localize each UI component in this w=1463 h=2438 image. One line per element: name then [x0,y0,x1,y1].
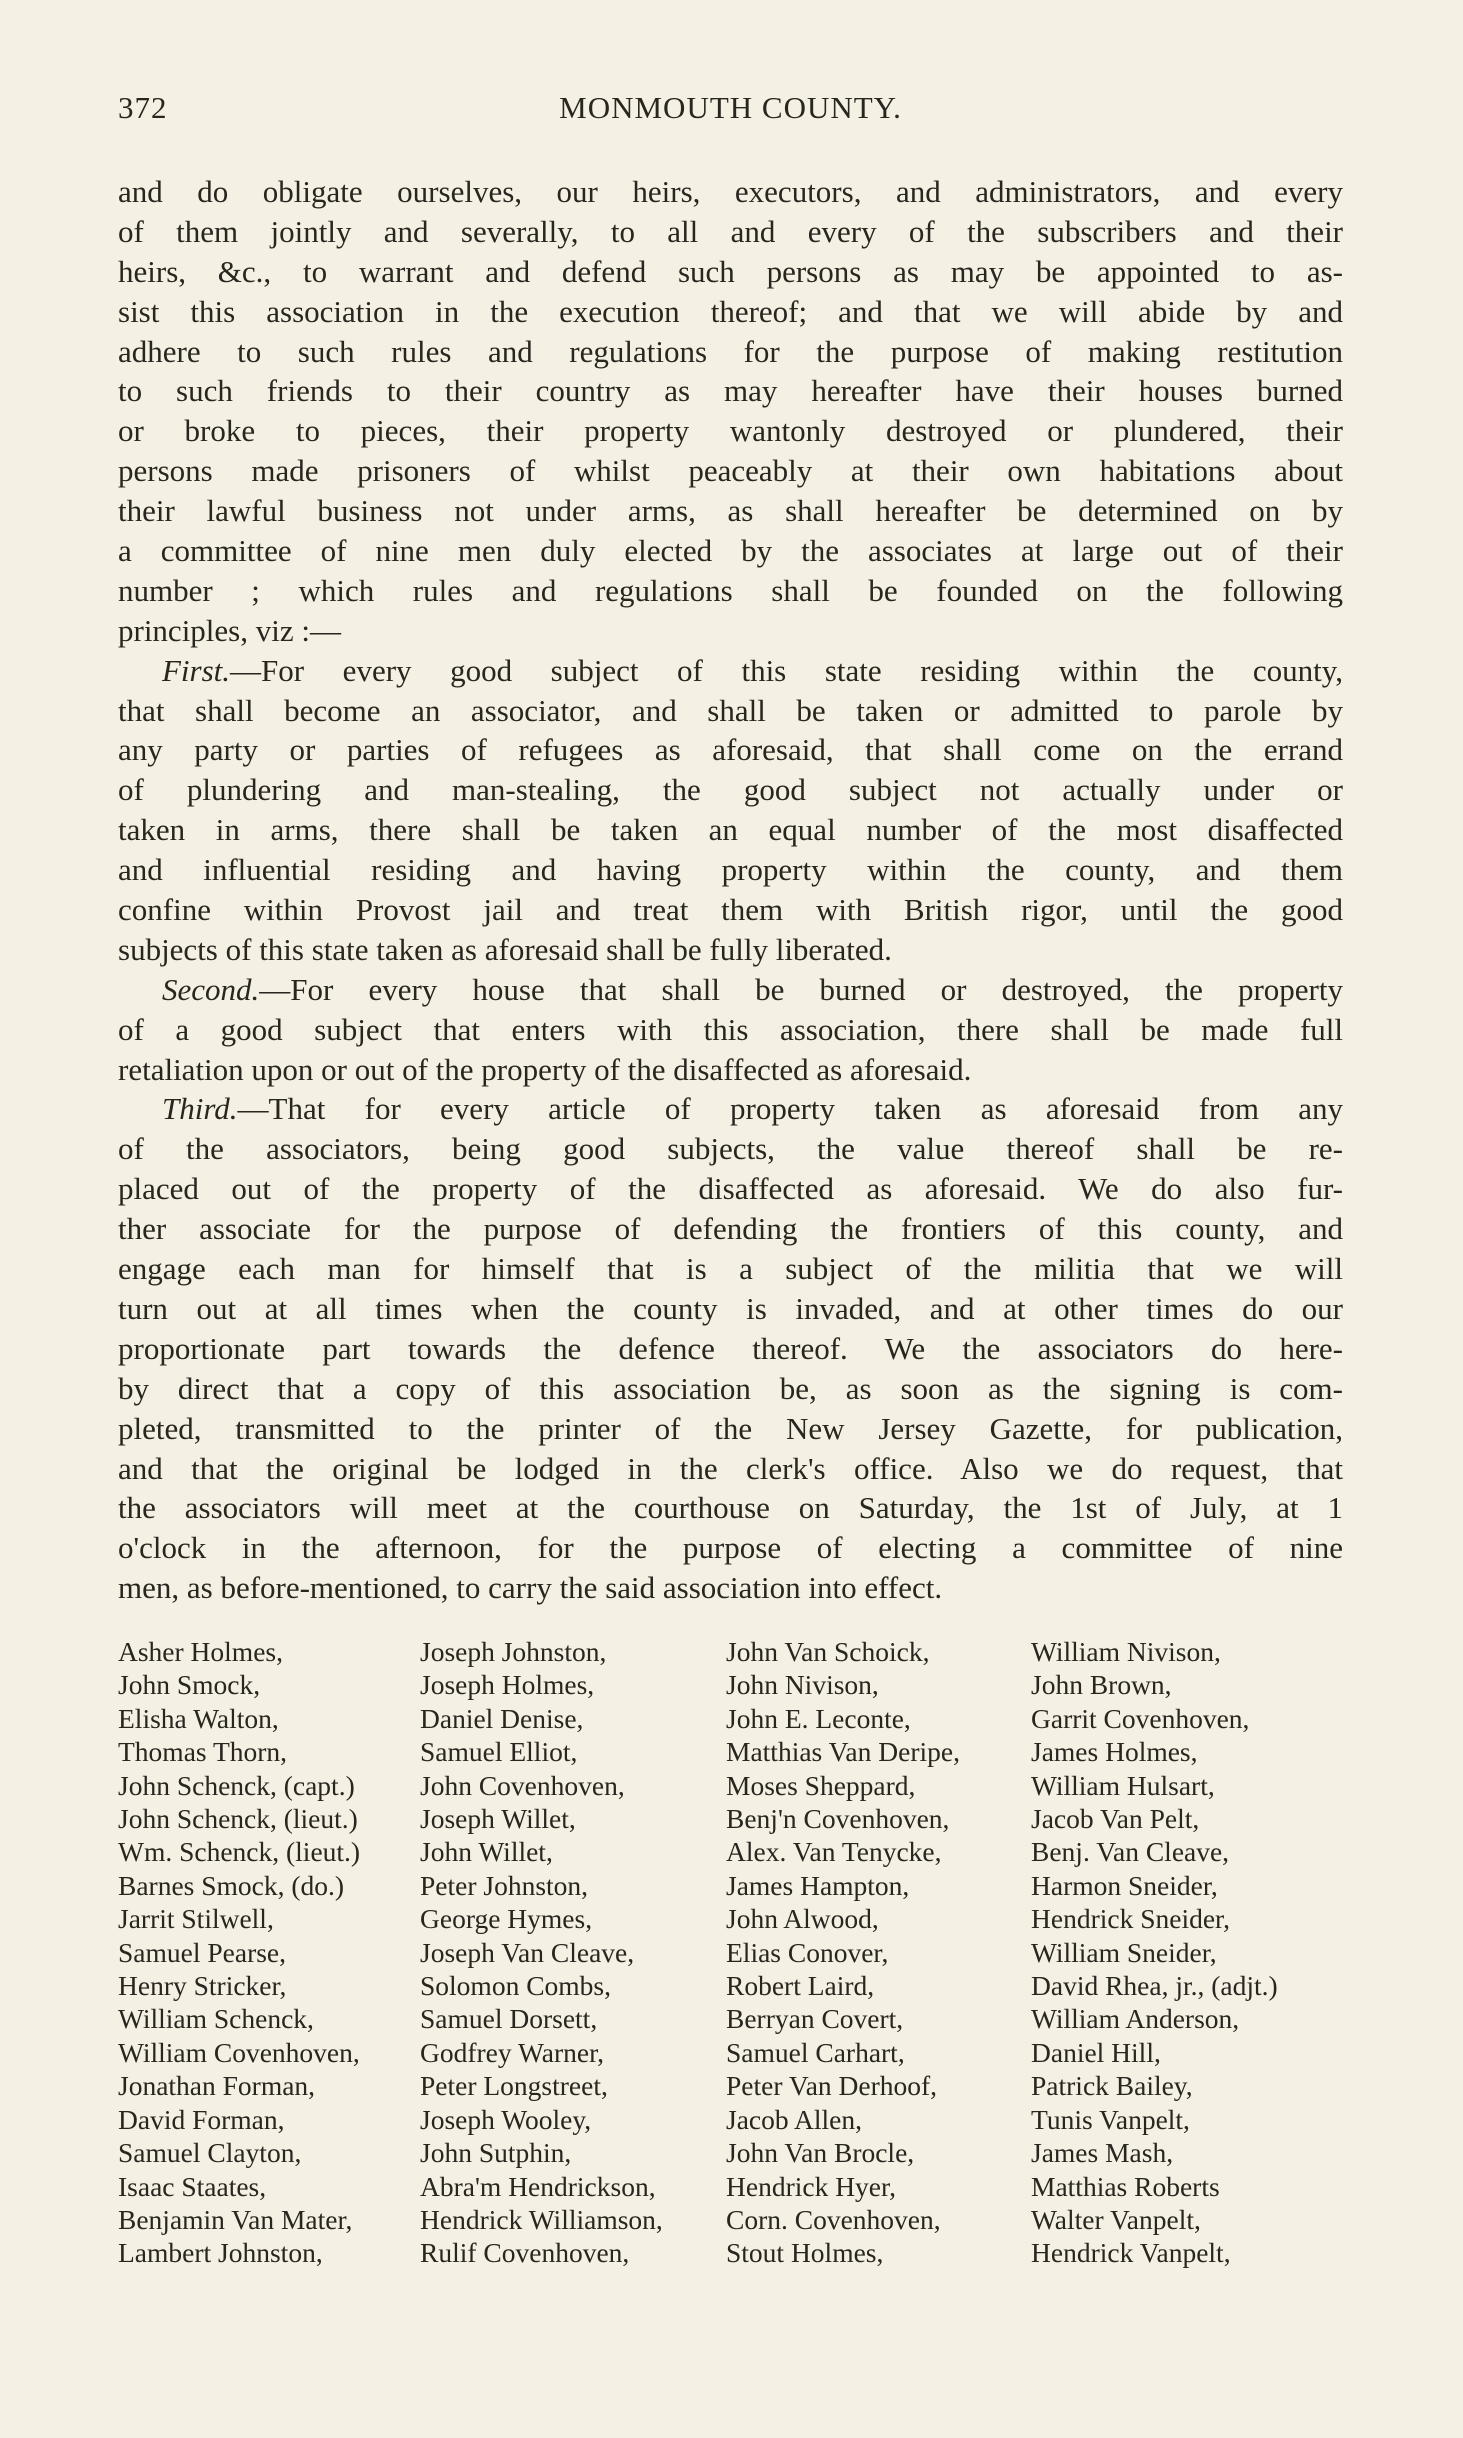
text-line-content: and that the original be lodged in the clerk's office. Also we do request, that [118,1450,1343,1486]
signer-name: Joseph Van Cleave, [420,1936,635,1968]
signer-name: William Hulsart, [1031,1769,1215,1801]
signer-name: George Hymes, [420,1903,593,1935]
signer-name: William Nivison, [1031,1636,1221,1667]
signer-name: Hendrick Vanpelt, [1031,2237,1231,2269]
signer-name: Isaac Staates, [118,2170,267,2202]
signer-name: Patrick Bailey, [1031,2070,1193,2102]
signer-name: John E. Leconte, [726,1702,911,1734]
signer-name: Elisha Walton, [118,1702,279,1734]
signer-name: Stout Holmes, [726,2237,884,2269]
text-line-content: placed out of the property of the disaffected as aforesaid. We do also fur- [118,1171,1343,1207]
signer-name: Corn. Covenhoven, [726,2203,941,2235]
signer-name: William Schenck, [118,2003,314,2035]
signer-name: Hendrick Hyer, [726,2170,896,2202]
signer-name: Jonathan Forman, [118,2070,316,2102]
text-line-content: —For every house that shall be burned or destroyed, the property [259,971,1343,1007]
text-line-content: turn out at all times when the county is invaded, and at other times do our [118,1290,1343,1326]
text-line-content: —That for every article of property taken as aforesaid from any [237,1091,1343,1127]
text-line [118,1568,1343,1608]
text-line [118,212,1343,252]
text-line [118,970,1343,1010]
signer-name: William Sneider, [1031,1936,1217,1968]
text-line-content: adhere to such rules and regulations for the purpose of making restitution [118,333,1343,369]
text-line-content: and influential residing and having property within the county, and them [118,852,1343,888]
text-line-content: their lawful business not under arms, as shall hereafter be determined on by [118,493,1343,529]
signer-name: Solomon Combs, [420,1970,612,2002]
text-line-content: o'clock in the afternoon, for the purpose of electing a committee of nine [118,1530,1343,1566]
signers-column [1031,1635,1278,2270]
signer-name: Godfrey Warner, [420,2036,605,2068]
text-line [118,1488,1343,1528]
signers-column [118,1635,360,2270]
signer-name: John Covenhoven, [420,1769,625,1801]
text-line-content: retaliation upon or out of the property of the disaffected as aforesaid. [118,1051,972,1087]
signer-name: John Smock, [118,1669,261,1701]
text-line-content: or broke to pieces, their property wantonly destroyed or plundered, their [118,413,1343,449]
signer-name: John Alwood, [726,1903,879,1935]
signer-name: Samuel Pearse, [118,1936,287,1968]
text-line [118,491,1343,531]
signer-name: Harmon Sneider, [1031,1869,1218,1901]
text-line-content: by direct that a copy of this association be, as soon as the signing is com- [118,1370,1343,1406]
text-line [118,1050,1343,1090]
text-line [118,1369,1343,1409]
text-line-content: taken in arms, there shall be taken an equal number of the most disaffected [118,812,1343,848]
text-line [118,651,1343,691]
signer-name: Samuel Dorsett, [420,2003,598,2035]
signer-name: Walter Vanpelt, [1031,2203,1201,2235]
signer-name: Berryan Covert, [726,2003,904,2035]
text-line [118,1249,1343,1289]
text-line-content: men, as before-mentioned, to carry the said association into effect. [118,1570,943,1606]
signers-column [420,1635,663,2270]
signer-name: Samuel Elliot, [420,1736,578,1768]
text-line [118,172,1343,212]
signer-name: Barnes Smock, (do.) [118,1869,345,1901]
signer-name: Lambert Johnston, [118,2237,323,2269]
text-line-content: pleted, transmitted to the printer of the New Jersey Gazette, for publication, [118,1410,1343,1446]
body-text [118,172,1343,1608]
page-number: 372 [118,90,168,125]
text-line-content: of plundering and man-stealing, the good subject not actually under or [118,772,1343,808]
signer-name: Benjamin Van Mater, [118,2203,353,2235]
text-line [118,1449,1343,1489]
signer-name: Tunis Vanpelt, [1031,2103,1190,2135]
running-title: MONMOUTH COUNTY. [559,90,902,125]
text-line [118,531,1343,571]
text-line [118,571,1343,611]
signer-name: Benj'n Covenhoven, [726,1803,950,1835]
signer-name: John Sutphin, [420,2137,572,2169]
signer-name: Joseph Willet, [420,1803,576,1835]
signer-name: Peter Van Derhoof, [726,2070,938,2102]
section-label: Second. [162,971,260,1007]
text-line [118,1010,1343,1050]
text-line-content: ther associate for the purpose of defending the frontiers of this county, and [118,1211,1343,1247]
text-line-content: any party or parties of refugees as aforesaid, that shall come on the errand [118,732,1343,768]
signer-name: James Holmes, [1031,1736,1198,1768]
running-header [118,90,1343,134]
signer-name: John Van Schoick, [726,1636,930,1667]
text-line-content: confine within Provost jail and treat them with British rigor, until the good [118,892,1343,928]
signer-name: Joseph Wooley, [420,2103,592,2135]
signer-name: Asher Holmes, [118,1636,283,1667]
signer-name: John Brown, [1031,1669,1172,1701]
signer-name: Thomas Thorn, [118,1736,288,1768]
signer-name: Rulif Covenhoven, [420,2237,630,2269]
signer-name: David Forman, [118,2103,285,2135]
signer-name: Alex. Van Tenycke, [726,1836,942,1868]
signer-name: John Schenck, (capt.) [118,1769,355,1801]
signer-name: John Schenck, (lieut.) [118,1803,358,1835]
text-line [118,371,1343,411]
signer-name: Jarrit Stilwell, [118,1903,274,1935]
text-line [118,332,1343,372]
signer-name: Samuel Clayton, [118,2137,302,2169]
signer-name: Peter Johnston, [420,1869,589,1901]
text-line-content: to such friends to their country as may hereafter have their houses burned [118,373,1343,409]
text-line-content: a committee of nine men duly elected by the associates at large out of their [118,533,1343,569]
signer-name: Jacob Van Pelt, [1031,1803,1200,1835]
text-line [118,1089,1343,1129]
text-line [118,810,1343,850]
text-line [118,292,1343,332]
text-line-content: sist this association in the execution thereof; and that we will abide by and [118,293,1343,329]
signer-name: Wm. Schenck, (lieut.) [118,1836,361,1868]
text-line [118,1289,1343,1329]
text-line [118,850,1343,890]
text-line [118,1409,1343,1449]
signer-name: Peter Longstreet, [420,2070,608,2102]
text-line [118,411,1343,451]
text-line [118,730,1343,770]
signer-name: Samuel Carhart, [726,2036,905,2068]
signer-name: Henry Stricker, [118,1970,287,2002]
signer-name: David Rhea, jr., (adjt.) [1031,1970,1278,2002]
text-line [118,770,1343,810]
text-line-content: number ; which rules and regulations shall be founded on the following [118,572,1343,608]
text-line [118,1528,1343,1568]
signer-name: William Covenhoven, [118,2036,360,2068]
signer-name: William Anderson, [1031,2003,1240,2035]
signer-name: Robert Laird, [726,1970,875,2002]
signer-name: James Mash, [1031,2137,1174,2169]
text-line [118,451,1343,491]
text-line [118,930,1343,970]
signer-name: Hendrick Sneider, [1031,1903,1230,1935]
signer-name: Matthias Van Deripe, [726,1736,960,1768]
signers-column [726,1635,960,2270]
signer-name: Jacob Allen, [726,2103,862,2135]
signer-name: Matthias Roberts [1031,2170,1220,2202]
text-line-content: and do obligate ourselves, our heirs, executors, and administrators, and every [118,174,1343,209]
signer-name: Joseph Johnston, [420,1636,607,1667]
text-line-content: that shall become an associator, and shall be taken or admitted to parole by [118,692,1343,728]
text-line [118,691,1343,731]
section-label: Third. [162,1091,238,1127]
text-line [118,1329,1343,1369]
signer-name: Joseph Holmes, [420,1669,595,1701]
signer-name: Daniel Hill, [1031,2036,1161,2068]
text-line-content: the associators will meet at the courthouse on Saturday, the 1st of July, at 1 [118,1490,1343,1526]
text-line-content: —For every good subject of this state residing within the county, [230,652,1343,688]
text-line-content: subjects of this state taken as aforesaid shall be fully liberated. [118,931,892,967]
text-line-content: heirs, &c., to warrant and defend such persons as may be appointed to as- [118,253,1343,289]
text-line-content: proportionate part towards the defence thereof. We the associators do here- [118,1330,1343,1366]
text-line-content: of them jointly and severally, to all and every of the subscribers and their [118,213,1343,249]
section-label: First. [162,652,231,688]
text-line [118,611,1343,651]
signer-name: Benj. Van Cleave, [1031,1836,1230,1868]
text-line [118,890,1343,930]
signer-name: Moses Sheppard, [726,1769,916,1801]
signer-name: John Van Brocle, [726,2137,915,2169]
text-line-content: of a good subject that enters with this association, there shall be made full [118,1011,1343,1047]
signer-name: John Nivison, [726,1669,879,1701]
signer-name: Abra'm Hendrickson, [420,2170,656,2202]
text-line [118,1169,1343,1209]
signer-name: Daniel Denise, [420,1702,584,1734]
signer-name: John Willet, [420,1836,553,1868]
text-line-content: engage each man for himself that is a subject of the militia that we will [118,1251,1343,1287]
text-line [118,1209,1343,1249]
signer-name: James Hampton, [726,1869,910,1901]
text-line [118,1129,1343,1169]
text-line-content: of the associators, being good subjects, the value thereof shall be re- [118,1131,1343,1167]
signer-name: Hendrick Williamson, [420,2203,663,2235]
text-line [118,252,1343,292]
signer-name: Garrit Covenhoven, [1031,1702,1250,1734]
signer-name: Elias Conover, [726,1936,889,1968]
text-line-content: principles, viz :— [118,612,341,648]
text-line-content: persons made prisoners of whilst peaceably at their own habitations about [118,453,1343,489]
